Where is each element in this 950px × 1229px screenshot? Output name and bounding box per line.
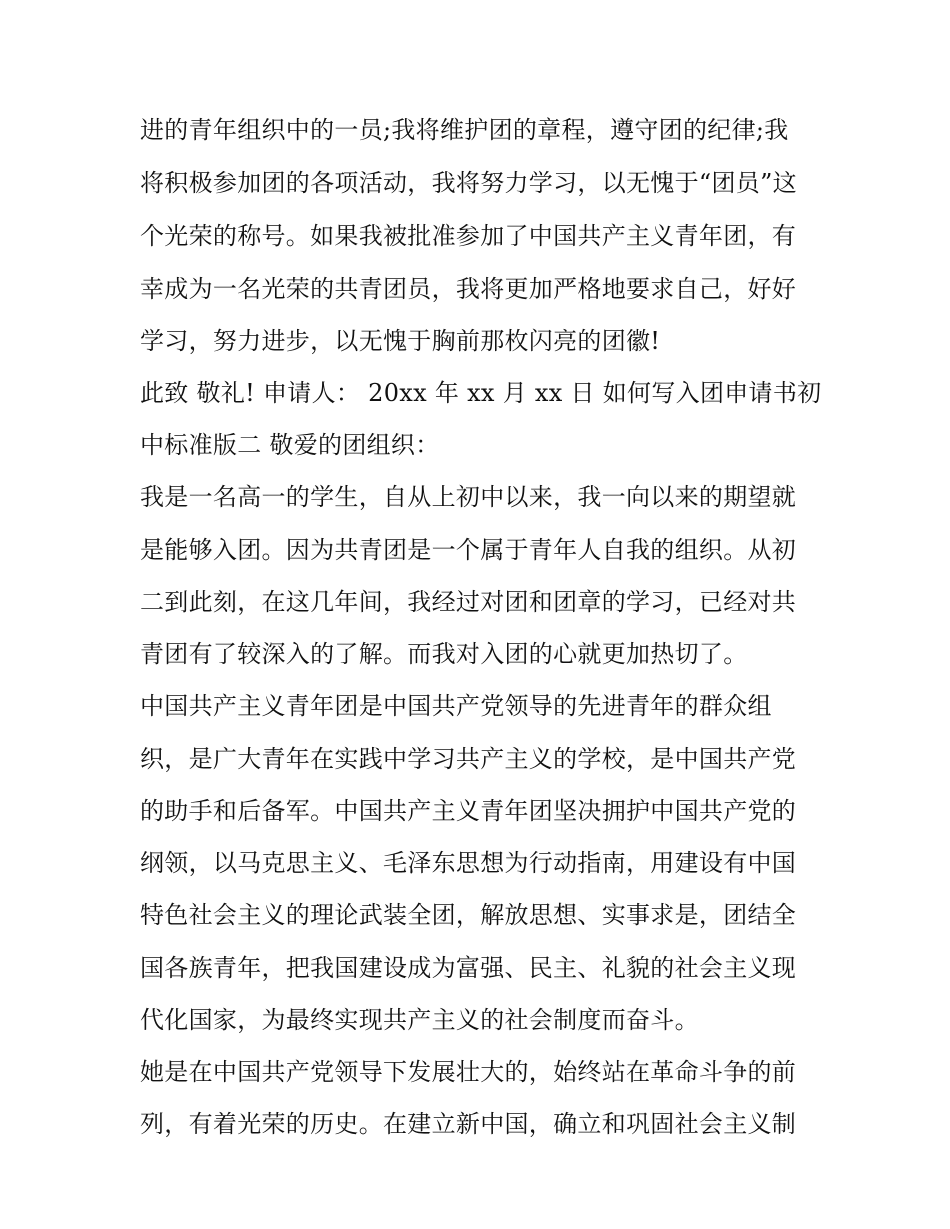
text-line: 进的青年组织中的一员;我将维护团的章程，遵守团的纪律;我 — [140, 116, 789, 144]
text-line: 列，有着光荣的历史。在建立新中国，确立和巩固社会主义制 — [140, 1110, 797, 1138]
text-line: 国各族青年，把我国建设成为富强、民主、礼貌的社会主义现 — [140, 954, 797, 982]
text-line: 代化国家，为最终实现共产主义的社会制度而奋斗。 — [140, 1006, 699, 1034]
text-line: 中标准版二 敬爱的团组织： — [140, 431, 440, 459]
text-line: 织，是广大青年在实践中学习共产主义的学校，是中国共产党 — [140, 745, 797, 773]
text-line: 纲领，以马克思主义、毛泽东思想为行动指南，用建设有中国 — [140, 849, 797, 877]
text-line: 学习，努力进步，以无愧于胸前那枚闪亮的团徽! — [140, 327, 661, 355]
text-line: 中国共产主义青年团是中国共产党领导的先进青年的群众组 — [140, 692, 772, 720]
text-line: 是能够入团。因为共青团是一个属于青年人自我的组织。从初 — [140, 536, 797, 564]
text-line: 她是在中国共产党领导下发展壮大的，始终站在革命斗争的前 — [140, 1058, 797, 1086]
text-line: 特色社会主义的理论武装全团，解放思想、实事求是，团结全 — [140, 901, 797, 929]
text-line: 青团有了较深入的了解。而我对入团的心就更加热切了。 — [140, 640, 748, 668]
text-line: 幸成为一名光荣的共青团员，我将更加严格地要求自己，好好 — [140, 275, 797, 303]
text-line: 我是一名高一的学生，自从上初中以来，我一向以来的期望就 — [140, 483, 797, 511]
text-line: 二到此刻，在这几年间，我经过对团和团章的学习，已经对共 — [140, 588, 797, 616]
text-line: 此致 敬礼! 申请人： 20xx 年 xx 月 xx 日 如何写入团申请书初 — [140, 379, 822, 407]
text-line: 的助手和后备军。中国共产主义青年团坚决拥护中国共产党的 — [140, 797, 797, 825]
text-line: 将积极参加团的各项活动，我将努力学习，以无愧于“团员”这 — [140, 169, 797, 197]
text-line: 个光荣的称号。如果我被批准参加了中国共产主义青年团，有 — [140, 222, 797, 250]
